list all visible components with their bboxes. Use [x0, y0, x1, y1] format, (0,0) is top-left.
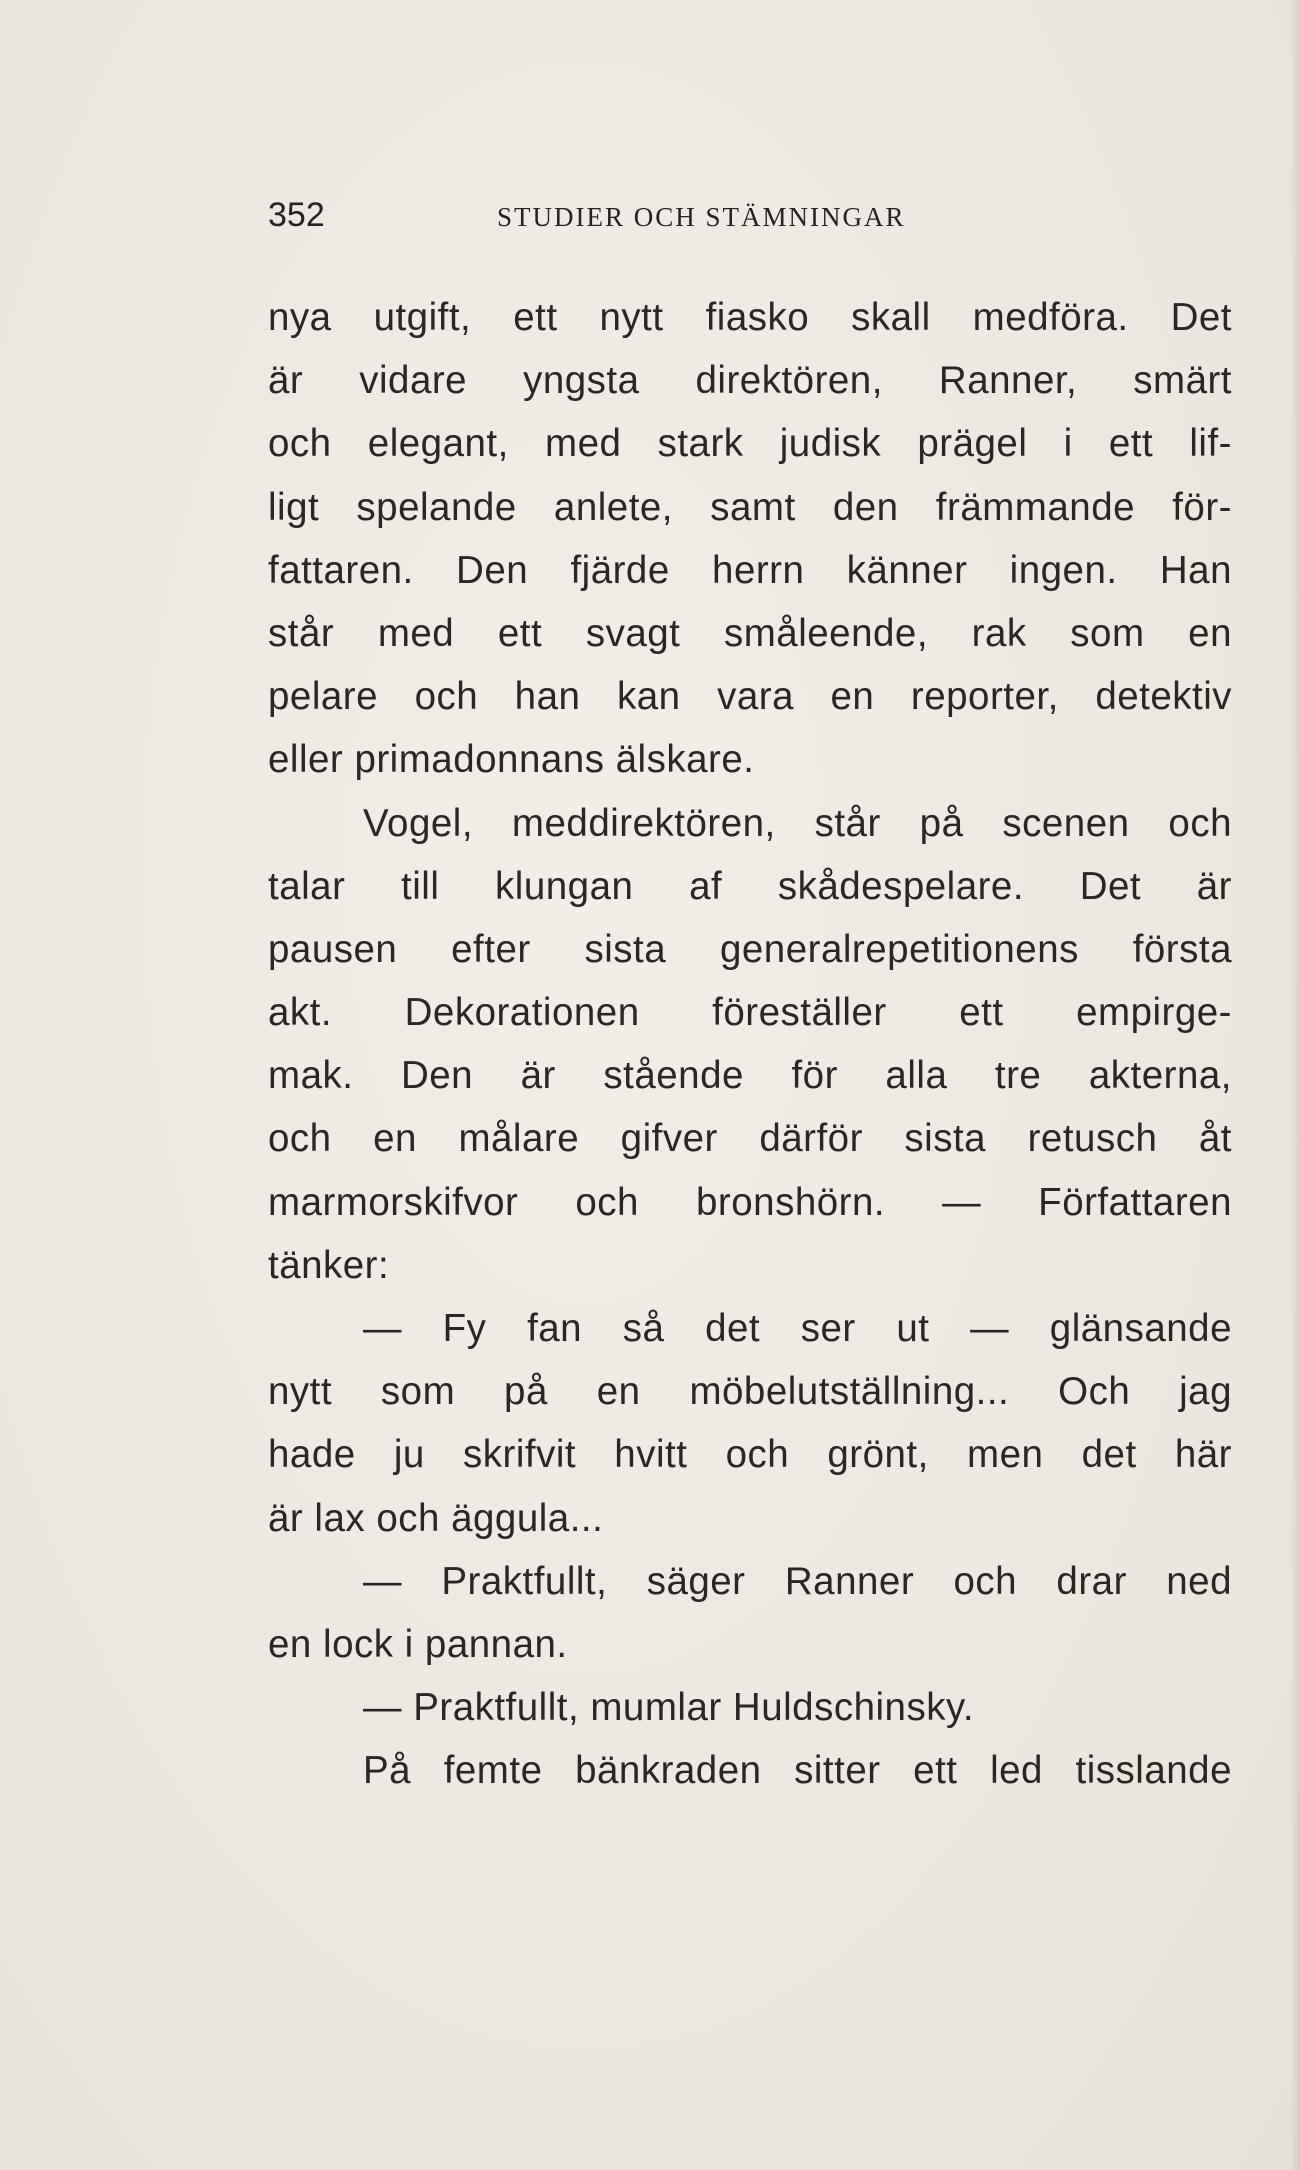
text-line: — Praktfullt, mumlar Huldschinsky.	[363, 1686, 975, 1730]
text-line: och elegant, med stark judisk prägel i ett lif-	[268, 422, 1232, 466]
text-line: ligt spelande anlete, samt den främmande för-	[268, 485, 1232, 529]
text-line: talar till klungan af skådespelare. Det är	[268, 864, 1232, 908]
text-line: står med ett svagt småleende, rak som en	[268, 611, 1232, 655]
body-text	[268, 286, 1232, 1803]
text-line: är vidare yngsta direktören, Ranner, smärt	[268, 359, 1232, 403]
text-line: nya utgift, ett nytt fiasko skall medföra. Det	[268, 296, 1232, 339]
text-line: akt. Dekorationen föreställer ett empirge-	[268, 991, 1232, 1035]
text-line: marmorskifvor och bronshörn. — Författaren	[268, 1180, 1232, 1224]
text-line: tänker:	[268, 1243, 390, 1287]
page-edge-shadow	[1290, 0, 1300, 2170]
text-line: — Fy fan så det ser ut — glänsande	[363, 1307, 1232, 1350]
text-line: en lock i pannan.	[268, 1622, 568, 1666]
text-line: På femte bänkraden sitter ett led tisslande	[363, 1749, 1232, 1793]
text-line: fattaren. Den fjärde herrn känner ingen. Han	[268, 548, 1232, 592]
text-line: pelare och han kan vara en reporter, detektiv	[268, 675, 1232, 719]
text-line: Vogel, meddirektören, står på scenen och	[363, 801, 1232, 845]
page-number: 352	[268, 196, 325, 234]
running-head	[268, 196, 998, 240]
text-line: mak. Den är stående för alla tre akterna,	[268, 1054, 1232, 1098]
text-line: nytt som på en möbelutställning... Och jag	[268, 1370, 1232, 1414]
text-line: hade ju skrifvit hvitt och grönt, men det här	[268, 1433, 1232, 1477]
text-line: — Praktfullt, säger Ranner och drar ned	[363, 1559, 1232, 1603]
text-line: pausen efter sista generalrepetitionens första	[268, 927, 1232, 971]
running-head-title: STUDIER OCH STÄMNINGAR	[497, 202, 906, 232]
text-line: är lax och äggula...	[268, 1496, 604, 1540]
text-line: och en målare gifver därför sista retusch åt	[268, 1117, 1232, 1161]
text-line: eller primadonnans älskare.	[268, 738, 755, 782]
